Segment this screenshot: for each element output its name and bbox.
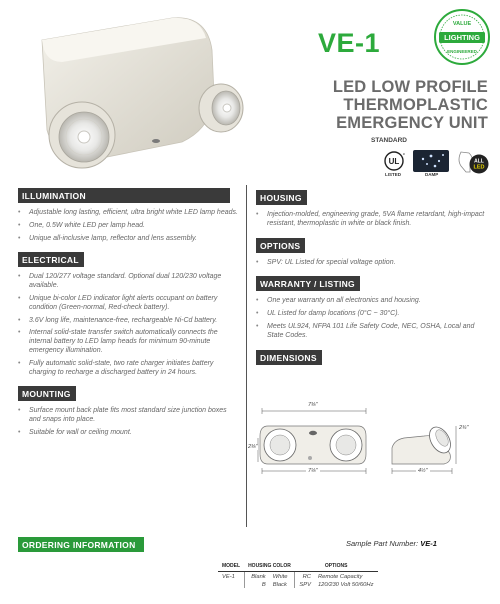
mounting-section [18, 384, 238, 437]
dimensions-heading: DIMENSIONS [256, 350, 322, 365]
housing-code-cell: B [244, 580, 269, 588]
warranty-heading: WARRANTY / LISTING [256, 276, 360, 291]
ul-listed-icon [381, 150, 407, 172]
model-number: VE-1 [318, 28, 381, 58]
left-column [18, 188, 238, 445]
svg-text:ALL: ALL [474, 158, 484, 165]
list-item: • Suitable for wall or ceiling mount. [18, 429, 238, 438]
svg-text:UL: UL [388, 157, 400, 166]
badge-middle-text: LIGHTING [444, 33, 480, 42]
list-item: • SPV: UL Listed for special voltage option. [256, 259, 486, 268]
list-item: • Fully automatic solid-state, two rate charger initiates battery charging to recharge a discharged battery in 24 hours. [18, 360, 238, 378]
options-section [256, 236, 486, 268]
table-row [218, 572, 378, 581]
option-code-cell: RC [295, 572, 314, 581]
list-item: • 3.6V long life, maintenance-free, rechargeable Ni-Cd battery. [18, 317, 238, 326]
all-led-icon [457, 150, 489, 178]
svg-text:c: c [403, 151, 405, 156]
column-header-options: OPTIONS [295, 563, 378, 572]
options-heading: OPTIONS [256, 238, 305, 253]
side-height-label: 2¾" [459, 425, 469, 431]
list-item: • Internal solid-state transfer switch automatically connects the internal battery to LED lamp heads for minimum 90-minute emergency illumination. [18, 329, 238, 355]
list-item: • Unique all-inclusive lamp, reflector and lens assembly. [18, 235, 238, 244]
list-item: • Adjustable long lasting, efficient, ultra bright white LED lamp heads. [18, 209, 238, 218]
option-name-cell: 120/230 Volt 50/60Hz [317, 582, 374, 588]
list-item: • Meets UL924, NFPA 101 Life Safety Code, NEC, OSHA, Local and State Codes. [256, 323, 486, 341]
housing-heading: HOUSING [256, 190, 307, 205]
sample-part-number [346, 539, 437, 548]
warranty-section [256, 274, 486, 340]
front-height-label: 2⅜" [248, 444, 258, 450]
housing-code-cell: Blank [244, 572, 269, 581]
ordering-heading: ORDERING INFORMATION [18, 537, 144, 552]
table-row [218, 580, 378, 588]
list-item: • One year warranty on all electronics and housing. [256, 297, 486, 306]
list-item: • UL Listed for damp locations (0°C ~ 30°C). [256, 310, 486, 319]
electrical-heading: ELECTRICAL [18, 252, 84, 267]
column-divider [246, 185, 247, 527]
dimensions-drawing [248, 398, 490, 480]
overall-width-label: 7⅜" [308, 402, 318, 408]
base-width-label: 7⅛" [308, 468, 318, 474]
product-title [288, 78, 488, 132]
value-lighting-badge [433, 8, 491, 66]
badge-bottom-text: ENGINEERED [447, 49, 477, 54]
svg-text:LED: LED [473, 164, 485, 171]
housing-section [256, 188, 486, 229]
title-line-1: LED LOW PROFILE [332, 78, 488, 96]
dimension-diagram [254, 398, 490, 480]
badge-top-text: VALUE [452, 21, 472, 27]
damp-label: DAMP [425, 172, 439, 177]
ordering-table [218, 563, 378, 588]
damp-rated-icon [413, 150, 449, 172]
title-line-2: THERMOPLASTIC [343, 96, 488, 114]
right-column [256, 188, 486, 378]
model-cell: VE-1 [222, 574, 235, 580]
model-cell [218, 580, 244, 588]
ul-listed-label: LISTED [385, 172, 402, 177]
column-header-model: MODEL [218, 563, 244, 572]
title-line-3: EMERGENCY UNIT [336, 114, 488, 132]
product-photo [22, 10, 247, 170]
list-item: • Unique bi-color LED indicator light alerts occupant on battery condition (Green-normal, Red-check battery). [18, 295, 238, 313]
mounting-heading: MOUNTING [18, 386, 76, 401]
option-name-cell: Remote Capacity [317, 574, 363, 580]
option-code-cell: SPV [295, 580, 314, 588]
list-item: • One, 0.5W white LED per lamp head. [18, 222, 238, 231]
illumination-heading: ILLUMINATION [18, 188, 230, 203]
certification-icons [381, 150, 489, 180]
sample-label: Sample Part Number: [346, 539, 419, 548]
electrical-section [18, 250, 238, 377]
illumination-section [18, 188, 238, 243]
list-item: • Dual 120/277 voltage standard. Optional dual 120/230 voltage available. [18, 273, 238, 291]
depth-label: 4½" [418, 468, 428, 474]
sample-value: VE-1 [420, 539, 437, 548]
list-item: • Injection-molded, engineering grade, 5VA flame retardant, high-impact resistant, thermoplastic in white or black finish. [256, 211, 486, 229]
column-header-housing: HOUSING COLOR [244, 563, 295, 572]
standard-label: STANDARD [371, 137, 407, 144]
dimensions-section [256, 348, 486, 371]
housing-name-cell: White [272, 574, 288, 580]
list-item: • Surface mount back plate fits most standard size junction boxes and snaps into place. [18, 407, 238, 425]
housing-name-cell: Black [272, 582, 287, 588]
